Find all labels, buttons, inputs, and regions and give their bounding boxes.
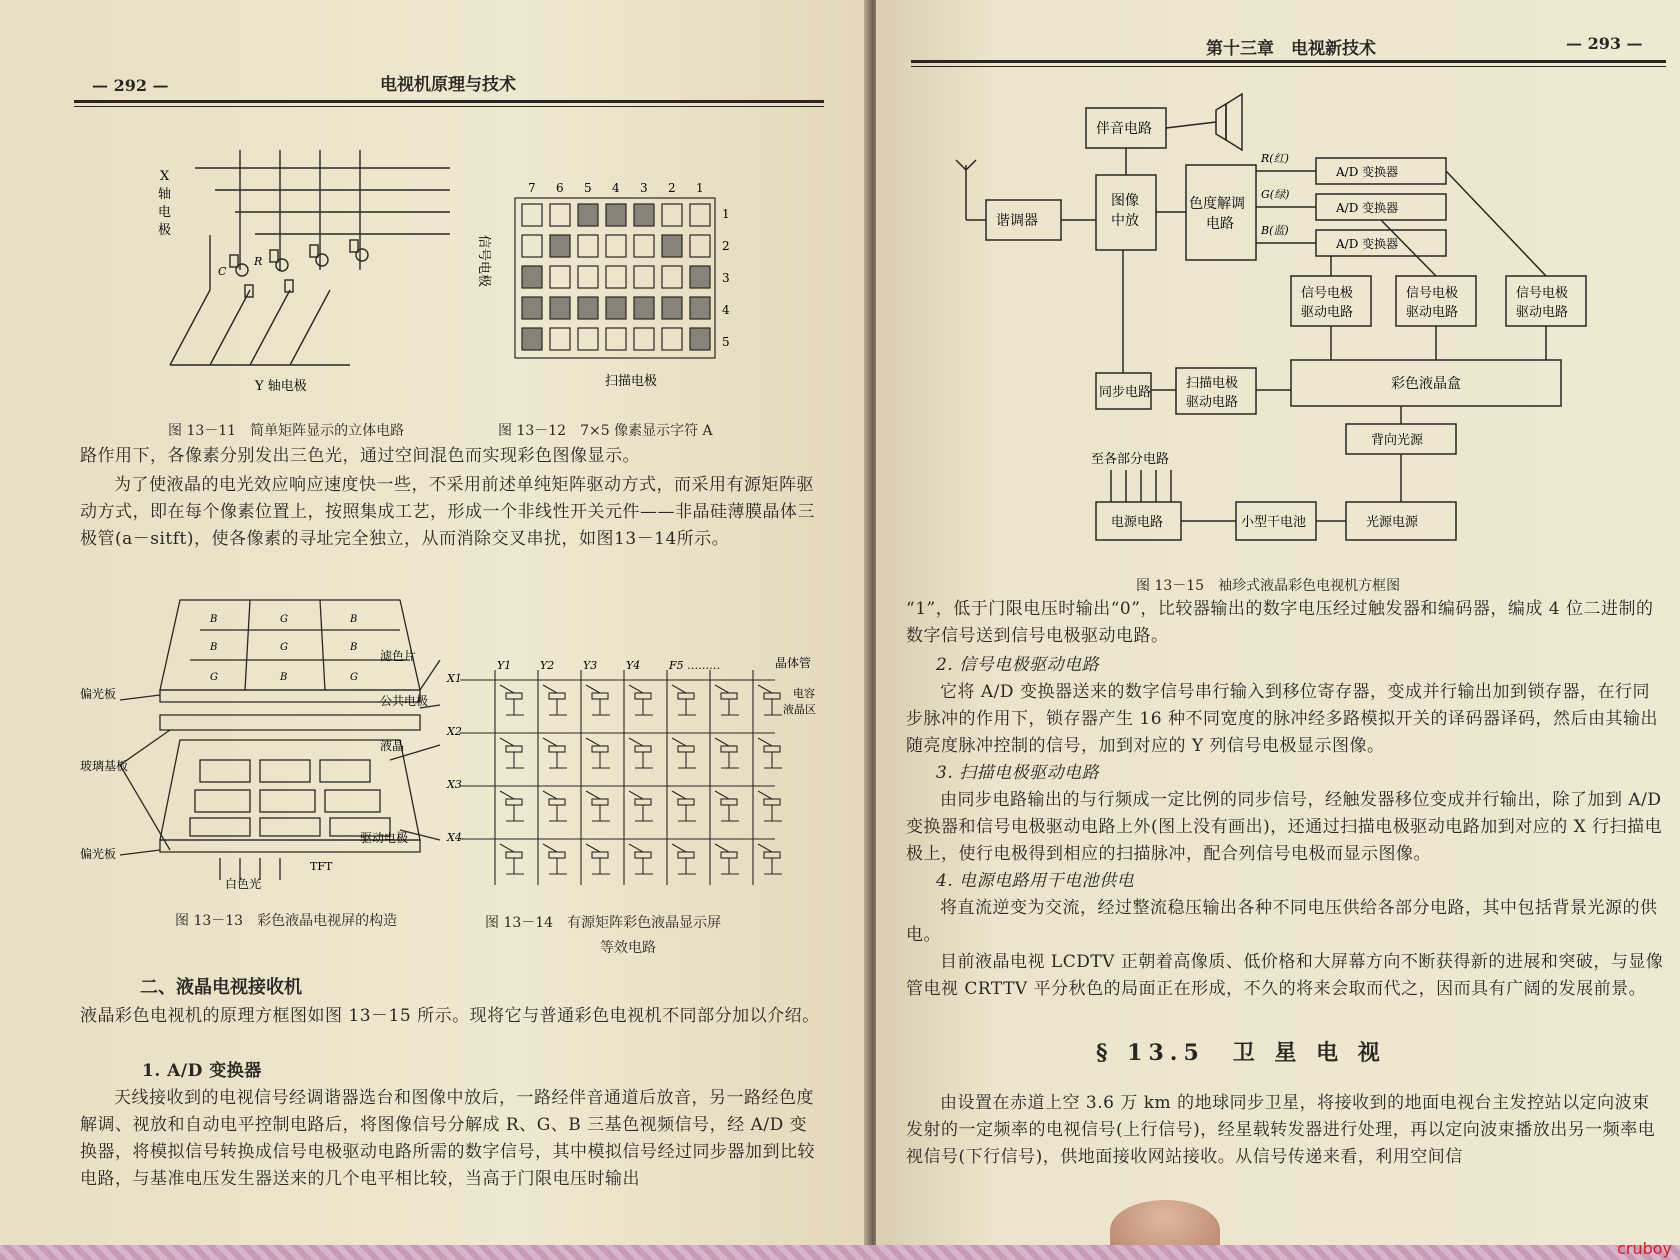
tft-cell xyxy=(549,799,565,805)
right-paragraph-2: 它将 A/D 变换器送来的数字信号串行输入到移位寄存器，变成并行输出加到锁存器，在行同步脉冲的作用下，锁存器产生 16 种不同宽度的脉冲经多路模拟开关的译码器译码，然后由其输出随亮度脉冲控制的信号，加到对应的 Y 列信号电极显示图像。 xyxy=(906,682,1658,756)
header-rule xyxy=(911,60,1666,63)
tft-cell xyxy=(678,799,694,805)
rgb-label-b: B(蓝) xyxy=(1261,224,1289,237)
row-number: 2 xyxy=(722,239,730,253)
pixel-cell xyxy=(578,235,598,257)
tft-cell xyxy=(721,746,737,752)
block-if: 图像 xyxy=(1111,193,1139,209)
header-rule-thin xyxy=(911,66,1666,67)
right-running-head: 第十三章 电视新技术 xyxy=(1206,39,1376,59)
block-chroma: 色度解调 xyxy=(1189,196,1245,212)
pixel-cell xyxy=(606,235,626,257)
block-tuner: 谐调器 xyxy=(996,213,1038,229)
tft-cell xyxy=(635,693,651,699)
header-rule xyxy=(74,100,824,103)
pixel-cell xyxy=(690,266,710,288)
block-if-2: 中放 xyxy=(1111,213,1139,229)
y-label: Y3 xyxy=(583,659,598,672)
tft-cell xyxy=(764,746,780,752)
tft-lead xyxy=(543,791,557,799)
cell-letter: G xyxy=(350,672,358,683)
block-ad-2: A/D 变换器 xyxy=(1336,201,1399,215)
tft-lead xyxy=(758,685,772,693)
pixel-cell xyxy=(550,235,570,257)
pixel-cell xyxy=(634,204,654,226)
pixel-cell xyxy=(662,235,682,257)
tft-cell xyxy=(635,852,651,858)
x-label: X3 xyxy=(447,778,462,791)
pixel-cell xyxy=(578,328,598,350)
block-scan-driver: 扫描电极 xyxy=(1186,376,1239,391)
pixel-cell xyxy=(662,297,682,319)
tft-lead xyxy=(715,844,729,852)
figure-13-12-pixel-matrix xyxy=(476,170,740,400)
pixel-cell xyxy=(634,297,654,319)
figure-13-14-active-matrix xyxy=(445,655,825,895)
left-page-number: — 292 — xyxy=(92,76,169,95)
block-signal-driver-3: 信号电极 xyxy=(1516,286,1569,301)
pixel-cell xyxy=(662,204,682,226)
block-chroma-2: 电路 xyxy=(1206,216,1234,232)
tft-lead xyxy=(586,844,600,852)
figure-13-15-caption: 图 13－15 袖珍式液晶彩色电视机方框图 xyxy=(1136,578,1401,594)
cell-letter: B xyxy=(280,672,288,683)
pixel-cell xyxy=(550,266,570,288)
tft-lead xyxy=(758,738,772,746)
y-axis-label: Y 轴电极 xyxy=(255,379,307,394)
header-rule-thin xyxy=(74,106,824,107)
tft-cell xyxy=(549,693,565,699)
watermark: cruboy xyxy=(1617,1239,1672,1258)
pixel-cell xyxy=(690,204,710,226)
cell-letter: B xyxy=(350,642,358,653)
pixel-cell xyxy=(550,204,570,226)
block-battery: 小型干电池 xyxy=(1241,515,1307,530)
pixel-cell xyxy=(522,266,542,288)
block-signal-driver-1b: 驱动电路 xyxy=(1301,305,1354,320)
right-subheading-2: 2. 信号电极驱动电路 xyxy=(936,655,1100,675)
tft-lead xyxy=(672,738,686,746)
rgb-label-r: R(红) xyxy=(1261,152,1289,165)
label-to-all-circuits: 至各部分电路 xyxy=(1091,452,1170,467)
pixel-cell xyxy=(578,204,598,226)
tft-cell xyxy=(678,693,694,699)
block-signal-driver-3b: 驱动电路 xyxy=(1516,305,1569,320)
tft-cell xyxy=(635,799,651,805)
right-paragraph-4: 将直流逆变为交流，经过整流稳压输出各种不同电压供给各部分电路，其中包括背景光源的供电。 xyxy=(906,898,1658,945)
pixel-cell xyxy=(690,297,710,319)
tft-cell xyxy=(764,799,780,805)
figure-13-13-lcd-structure xyxy=(80,590,440,890)
tft-lead xyxy=(586,738,600,746)
tft-cell xyxy=(721,693,737,699)
block-signal-driver-2b: 驱动电路 xyxy=(1406,305,1459,320)
block-ad-3: A/D 变换器 xyxy=(1336,237,1399,251)
lc-region-label: 液晶区 xyxy=(783,703,816,716)
cell-letter: G xyxy=(280,642,288,653)
col-number: 2 xyxy=(668,181,676,195)
left-paragraph-2: 为了使液晶的电光效应响应速度快一些，不采用前述单纯矩阵驱动方式，而采用有源矩阵驱动方式，即在每个像素位置上，按照集成工艺，形成一个非线性开关元件——非晶硅薄膜晶体三极管(a－sitft)，使各像素的寻址完全独立，从而消除交叉串扰，如图13－14所示。 xyxy=(80,475,815,549)
x-label: X1 xyxy=(447,672,462,685)
tft-lead xyxy=(672,685,686,693)
svg-text:电: 电 xyxy=(158,205,172,220)
col-number: 3 xyxy=(640,181,648,195)
tft-lead xyxy=(758,844,772,852)
tft-lead xyxy=(543,738,557,746)
tft-cell xyxy=(506,799,522,805)
pixel-cell xyxy=(550,328,570,350)
tft-cell xyxy=(506,746,522,752)
pixel-cell xyxy=(634,266,654,288)
block-audio: 伴音电路 xyxy=(1096,121,1152,137)
tft-lead xyxy=(543,844,557,852)
left-paragraph-3: 液晶彩色电视机的原理方框图如图 13－15 所示。现将它与普通彩色电视机不同部分加以介绍。 xyxy=(80,1006,820,1026)
cell-letter: B xyxy=(210,642,218,653)
tft-cell xyxy=(678,746,694,752)
right-subheading-4: 4. 电源电路用干电池供电 xyxy=(936,871,1135,891)
label-drive-electrode: 驱动电极 xyxy=(360,831,409,845)
y-label: Y1 xyxy=(497,659,512,672)
label-color-filter: 滤色片 xyxy=(380,649,417,663)
block-backlight: 背向光源 xyxy=(1371,433,1424,448)
right-paragraph-3: 由同步电路输出的与行频成一定比例的同步信号，经触发器移位变成并行输出，除了加到 A/D 变换器和信号电极驱动电路上外(图上没有画出)，还通过扫描电极驱动电路加到对应的 X 行扫描电极上，使行电极得到相应的扫描脉冲，配合列信号电极而显示图像。 xyxy=(906,790,1663,864)
figure-13-11-caption: 图 13－11 简单矩阵显示的立体电路 xyxy=(168,423,405,439)
pixel-cell xyxy=(550,297,570,319)
pixel-cell xyxy=(662,328,682,350)
right-section-title: § 13.5 卫 星 电 视 xyxy=(1096,1040,1386,1066)
tft-cell xyxy=(592,799,608,805)
pixel-cell xyxy=(578,297,598,319)
right-paragraph-5: 目前液晶电视 LCDTV 正朝着高像质、低价格和大屏幕方向不断获得新的进展和突破，与显像管电视 CRTTV 平分秋色的局面正在形成，不久的将来会取而代之，因而具有广阔的发展前景。 xyxy=(906,952,1664,999)
pixel-cell xyxy=(522,204,542,226)
block-lcd-panel: 彩色液晶盒 xyxy=(1391,376,1461,392)
c-label: C xyxy=(218,265,227,278)
background-cloth xyxy=(0,1245,1680,1260)
label-common-electrode: 公共电极 xyxy=(380,694,429,708)
label-white-light: 白色光 xyxy=(225,877,262,891)
label-tft: TFT xyxy=(310,860,333,873)
tft-cell xyxy=(592,693,608,699)
label-glass-substrate: 玻璃基板 xyxy=(80,759,129,773)
figure-13-14-caption-line1: 图 13－14 有源矩阵彩色液晶显示屏 xyxy=(485,915,722,931)
left-section-title: 二、液晶电视接收机 xyxy=(140,977,302,998)
figure-13-13-caption: 图 13－13 彩色液晶电视屏的构造 xyxy=(175,913,398,929)
capacitor-label: 电容 xyxy=(793,687,815,700)
tft-cell xyxy=(549,746,565,752)
tft-cell xyxy=(764,852,780,858)
tft-lead xyxy=(715,791,729,799)
tft-cell xyxy=(592,852,608,858)
rgb-label-g: G(绿) xyxy=(1261,188,1290,201)
pixel-cell xyxy=(578,266,598,288)
svg-text:极: 极 xyxy=(158,223,172,238)
cell-letter: B xyxy=(350,614,358,625)
y-label: Y4 xyxy=(626,659,641,672)
figure-13-11-matrix-circuit xyxy=(150,150,470,400)
tft-lead xyxy=(586,791,600,799)
pixel-cell xyxy=(606,297,626,319)
tft-lead xyxy=(500,844,514,852)
cell-letter: G xyxy=(280,614,288,625)
tft-lead xyxy=(715,738,729,746)
tft-lead xyxy=(758,791,772,799)
row-number: 1 xyxy=(722,207,730,221)
block-signal-driver-2: 信号电极 xyxy=(1406,286,1459,301)
block-sync: 同步电路 xyxy=(1099,385,1152,400)
col-number: 6 xyxy=(556,181,564,195)
row-number: 5 xyxy=(722,335,730,349)
tft-lead xyxy=(629,791,643,799)
left-subheading-1: 1. A/D 变换器 xyxy=(142,1061,262,1081)
row-number: 4 xyxy=(722,303,730,317)
pixel-cell xyxy=(690,328,710,350)
pixel-cell xyxy=(606,328,626,350)
tft-lead xyxy=(715,685,729,693)
tft-lead xyxy=(672,791,686,799)
label-polarizer-bottom: 偏光板 xyxy=(80,847,117,861)
x-label: X4 xyxy=(447,831,462,844)
cell-letter: B xyxy=(210,614,218,625)
r-label: R xyxy=(254,255,263,268)
y-label: Y2 xyxy=(540,659,555,672)
right-page xyxy=(876,0,1680,1245)
tft-cell xyxy=(764,693,780,699)
pixel-cell xyxy=(606,266,626,288)
signal-electrode-label: 信号电极 xyxy=(476,235,491,288)
tft-lead xyxy=(629,685,643,693)
tft-cell xyxy=(635,746,651,752)
pixel-cell xyxy=(662,266,682,288)
right-paragraph-6: 由设置在赤道上空 3.6 万 km 的地球同步卫星，将接收到的地面电视台主发控站以定向波束发射的一定频率的电视信号(上行信号)，经星载转发器进行处理，再以定向波束播放出另一频率电视信号(下行信号)，供地面接收网站接收。从信号传递来看，利用空间信 xyxy=(906,1093,1656,1167)
transistor-label: 晶体管 xyxy=(775,656,812,670)
tft-lead xyxy=(543,685,557,693)
block-ad-1: A/D 变换器 xyxy=(1336,165,1399,179)
tft-cell xyxy=(721,799,737,805)
pixel-cell xyxy=(634,328,654,350)
right-subheading-3: 3. 扫描电极驱动电路 xyxy=(936,763,1100,783)
pixel-cell xyxy=(634,235,654,257)
x-label: X2 xyxy=(447,725,462,738)
right-paragraph-1: “1”，低于门限电压时输出“0”，比较器输出的数字电压经过触发器和编码器，编成 4 位二进制的数字信号送到信号电极驱动电路。 xyxy=(906,599,1654,646)
left-paragraph-4: 天线接收到的电视信号经调谐器选台和图像中放后，一路经伴音通道后放音，另一路经色度解调、视放和自动电平控制电路后，将图像信号分解成 R、G、B 三基色视频信号，经 A/D 变换器，将模拟信号转换成信号电极驱动电路所需的数字信号，其中模拟信号经过同步器加到比较电路，与基准电压发生器送来的几个电平相比较，当高于门限电压时输出 xyxy=(80,1088,815,1189)
svg-text:轴: 轴 xyxy=(158,187,172,202)
tft-cell xyxy=(506,852,522,858)
scan-electrode-label: 扫描电极 xyxy=(605,374,658,389)
pixel-cell xyxy=(522,328,542,350)
col-number: 4 xyxy=(612,181,620,195)
tft-cell xyxy=(549,852,565,858)
x-axis-label-line: X xyxy=(160,169,170,184)
label-liquid-crystal: 液晶 xyxy=(380,739,405,753)
pixel-cell xyxy=(522,235,542,257)
cell-letter: G xyxy=(210,672,218,683)
tft-lead xyxy=(500,685,514,693)
right-page-number: — 293 — xyxy=(1566,34,1643,53)
tft-cell xyxy=(592,746,608,752)
left-paragraph-1: 路作用下，各像素分别发出三色光，通过空间混色而实现彩色图像显示。 xyxy=(80,446,640,466)
tft-cell xyxy=(678,852,694,858)
left-running-head: 电视机原理与技术 xyxy=(380,75,516,95)
block-scan-driver-2: 驱动电路 xyxy=(1186,395,1239,410)
figure-13-14-caption-line2: 等效电路 xyxy=(600,940,656,956)
figure-13-12-caption: 图 13－12 7×5 像素显示字符 A xyxy=(498,423,713,439)
pixel-cell xyxy=(522,297,542,319)
tft-lead xyxy=(629,738,643,746)
tft-lead xyxy=(629,844,643,852)
pixel-cell xyxy=(690,235,710,257)
block-power: 电源电路 xyxy=(1111,515,1164,530)
col-number: 7 xyxy=(528,181,536,195)
tft-lead xyxy=(500,738,514,746)
tft-cell xyxy=(721,852,737,858)
tft-lead xyxy=(586,685,600,693)
figure-13-15-block-diagram xyxy=(906,90,1666,570)
y-label: F5 ……… xyxy=(669,659,721,672)
col-number: 5 xyxy=(584,181,592,195)
pixel-cell xyxy=(606,204,626,226)
tft-lead xyxy=(672,844,686,852)
tft-cell xyxy=(506,693,522,699)
col-number: 1 xyxy=(696,181,704,195)
tft-lead xyxy=(500,791,514,799)
block-light-power: 光源电源 xyxy=(1366,515,1419,530)
block-signal-driver-1: 信号电极 xyxy=(1301,286,1354,301)
row-number: 3 xyxy=(722,271,730,285)
label-polarizer-top: 偏光板 xyxy=(80,687,117,701)
